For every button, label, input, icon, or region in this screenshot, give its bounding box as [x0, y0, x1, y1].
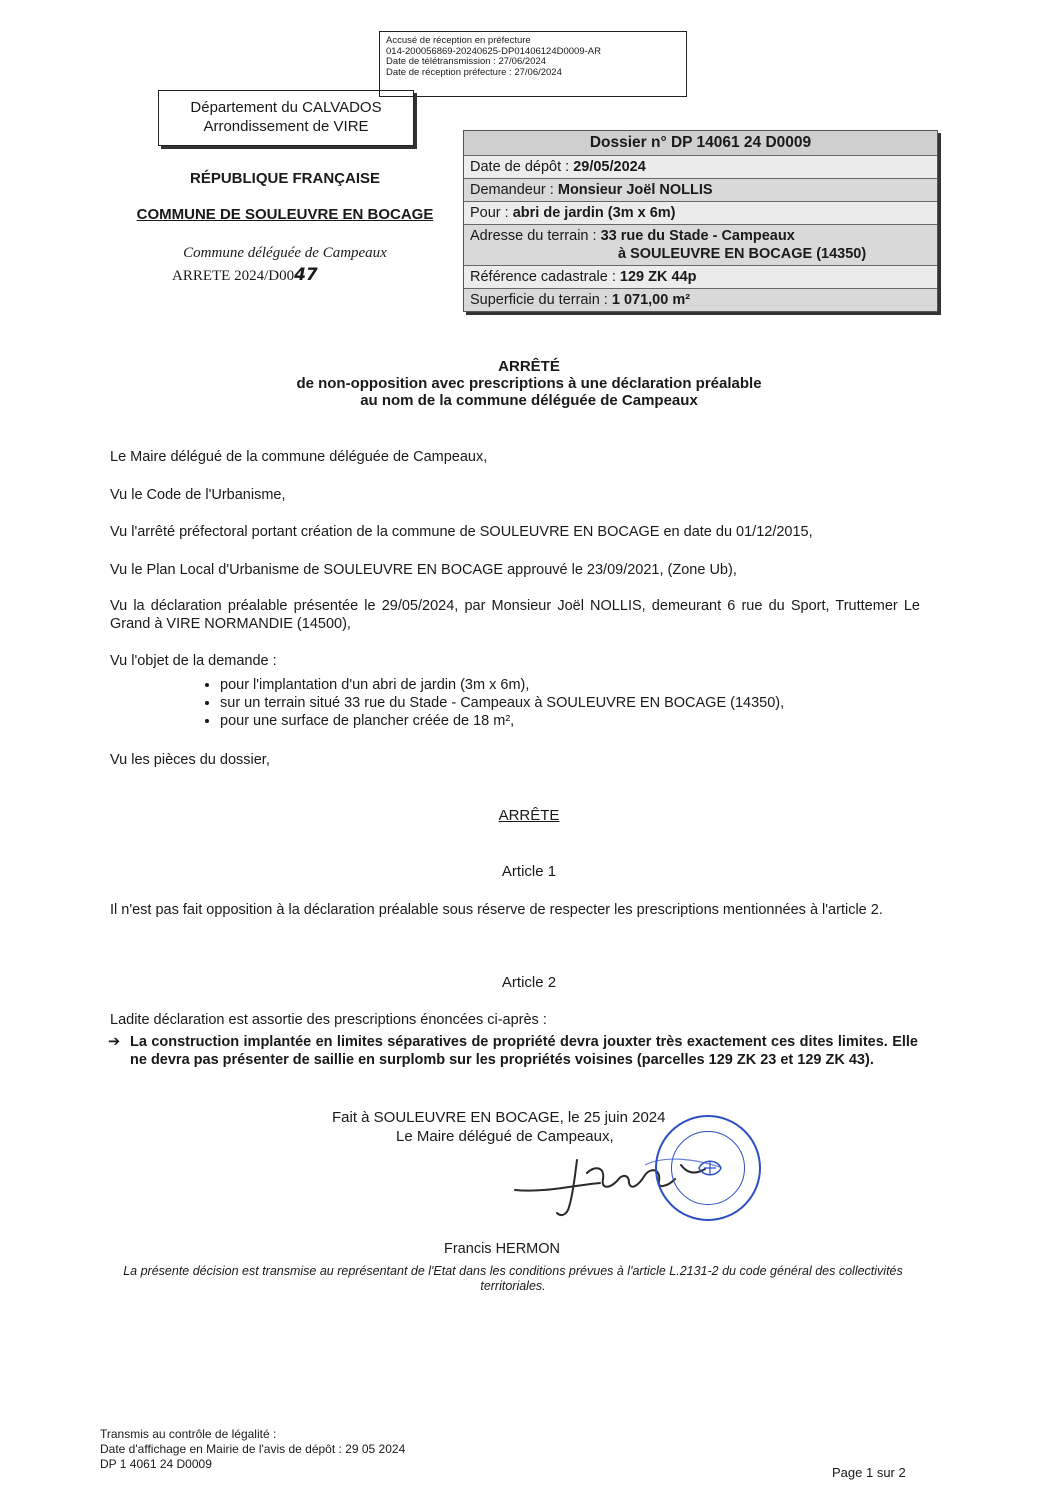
arrete-number-handwritten: 47: [294, 265, 318, 285]
prescription-text: La construction implantée en limites séparatives de propriété devra jouxter très exactement ces dites limites. Elle ne devra pas présenter de saillie en surplomb sur les propriétés voisines (parcelles 129 ZK 23 et 129 ZK 43).: [130, 1034, 918, 1068]
fait-a: Fait à SOULEUVRE EN BOCAGE, le 25 juin 2024: [332, 1109, 666, 1126]
pour-label: Pour :: [470, 205, 513, 221]
commune-deleguee: Commune déléguée de Campeaux: [183, 245, 387, 261]
dossier-row-adresse: [464, 224, 937, 265]
receipt-line: 014-200056869-20240625-DP01406124D0009-AR: [386, 45, 601, 57]
dossier-row-reference: [464, 265, 937, 288]
depot-label: Date de dépôt :: [470, 159, 574, 175]
receipt-line: Accusé de réception en préfecture: [386, 35, 531, 46]
dossier-table: [463, 130, 938, 312]
article-2-heading: Article 2: [501, 974, 557, 991]
arrondissement-line: Arrondissement de VIRE: [203, 118, 369, 135]
vu-declaration: Vu la déclaration préalable présentée le 29/05/2024, par Monsieur Joël NOLLIS, demeurant 6 rue du Sport, Truttemer Le Grand à VIRE NORMANDIE (14500),: [110, 598, 920, 632]
list-item: • pour une surface de plancher créée de 18 m²,: [220, 712, 920, 730]
commune-seal-stamp-icon: [655, 1115, 761, 1221]
article-1-heading: Article 1: [501, 863, 557, 880]
demandeur-value: Monsieur Joël NOLLIS: [557, 182, 713, 198]
dossier-row-superficie: [464, 288, 937, 311]
stamp-emblem-icon: [695, 1153, 725, 1183]
vu-arrete-prefectoral: Vu l'arrêté préfectoral portant création de la commune de SOULEUVRE EN BOCAGE en date du 01/12/2015,: [110, 524, 813, 540]
title-line-2: de non-opposition avec prescriptions à une déclaration préalable: [296, 375, 762, 392]
receipt-line: Date de réception préfecture : 27/06/2024: [386, 66, 562, 78]
vu-objet: Vu l'objet de la demande :: [110, 653, 277, 669]
arrete-heading: ARRÊTE: [498, 807, 560, 824]
vu-pieces: Vu les pièces du dossier,: [110, 752, 270, 768]
maire-line: Le Maire délégué de la commune déléguée de Campeaux,: [110, 449, 488, 465]
article-2-prescription: [108, 1033, 918, 1069]
article-2-intro: Ladite déclaration est assortie des prescriptions énoncées ci-après :: [110, 1012, 547, 1028]
document-title: [0, 358, 1058, 409]
depot-value: 29/05/2024: [573, 159, 646, 175]
superficie-label: Superficie du terrain :: [470, 292, 612, 308]
adresse-label: Adresse du terrain :: [470, 228, 601, 244]
vu-code-urbanisme: Vu le Code de l'Urbanisme,: [110, 487, 286, 503]
signatory-role: Le Maire délégué de Campeaux,: [396, 1128, 614, 1145]
arrow-right-icon: ➔: [108, 1034, 121, 1050]
footer-line: Date d'affichage en Mairie de l'avis de dépôt : 29 05 2024: [100, 1442, 406, 1456]
objet-list: [110, 676, 920, 730]
transmission-notice: La présente décision est transmise au représentant de l'Etat dans les conditions prévues à l'article L.2131-2 du code général des collectivités territoriales.: [123, 1264, 903, 1293]
adresse-value-2: à SOULEUVRE EN BOCAGE (14350): [618, 246, 867, 262]
demandeur-label: Demandeur :: [470, 182, 558, 198]
adresse-value-1: 33 rue du Stade - Campeaux: [600, 228, 795, 244]
footer-block: [100, 1427, 405, 1472]
department-line: Département du CALVADOS: [190, 99, 382, 116]
list-item: • sur un terrain situé 33 rue du Stade - Campeaux à SOULEUVRE EN BOCAGE (14350),: [220, 694, 920, 712]
dossier-row-pour: [464, 201, 937, 224]
pour-value: abri de jardin (3m x 6m): [512, 205, 676, 221]
reference-value: 129 ZK 44p: [619, 269, 697, 285]
department-box: [158, 90, 414, 146]
arrete-number-prefix: ARRETE 2024/D00: [172, 268, 295, 284]
title-arrete: ARRÊTÉ: [498, 358, 560, 375]
signatory-name: Francis HERMON: [444, 1241, 561, 1257]
list-item: • pour l'implantation d'un abri de jardin (3m x 6m),: [220, 676, 920, 694]
footer-line: Transmis au contrôle de légalité :: [100, 1427, 277, 1441]
dossier-row-demandeur: [464, 178, 937, 201]
reference-label: Référence cadastrale :: [470, 269, 620, 285]
superficie-value: 1 071,00 m²: [611, 292, 691, 308]
dossier-row-depot: [464, 155, 937, 178]
title-line-3: au nom de la commune déléguée de Campeaux: [360, 392, 698, 409]
arrete-number: [172, 265, 318, 285]
page-number: Page 1 sur 2: [832, 1465, 906, 1480]
article-1-text: Il n'est pas fait opposition à la déclaration préalable sous réserve de respecter les prescriptions mentionnées à l'article 2.: [110, 902, 883, 918]
receipt-line: Date de télétransmission : 27/06/2024: [386, 56, 547, 67]
footer-line: DP 1 4061 24 D0009: [100, 1457, 212, 1471]
dossier-title: Dossier n° DP 14061 24 D0009: [464, 131, 937, 155]
vu-plu: Vu le Plan Local d'Urbanisme de SOULEUVRE EN BOCAGE approuvé le 23/09/2021, (Zone Ub),: [110, 562, 737, 578]
commune-heading: COMMUNE DE SOULEUVRE EN BOCAGE: [136, 206, 434, 223]
republique-heading: RÉPUBLIQUE FRANÇAISE: [189, 170, 380, 187]
prefecture-receipt-box: [379, 31, 687, 97]
